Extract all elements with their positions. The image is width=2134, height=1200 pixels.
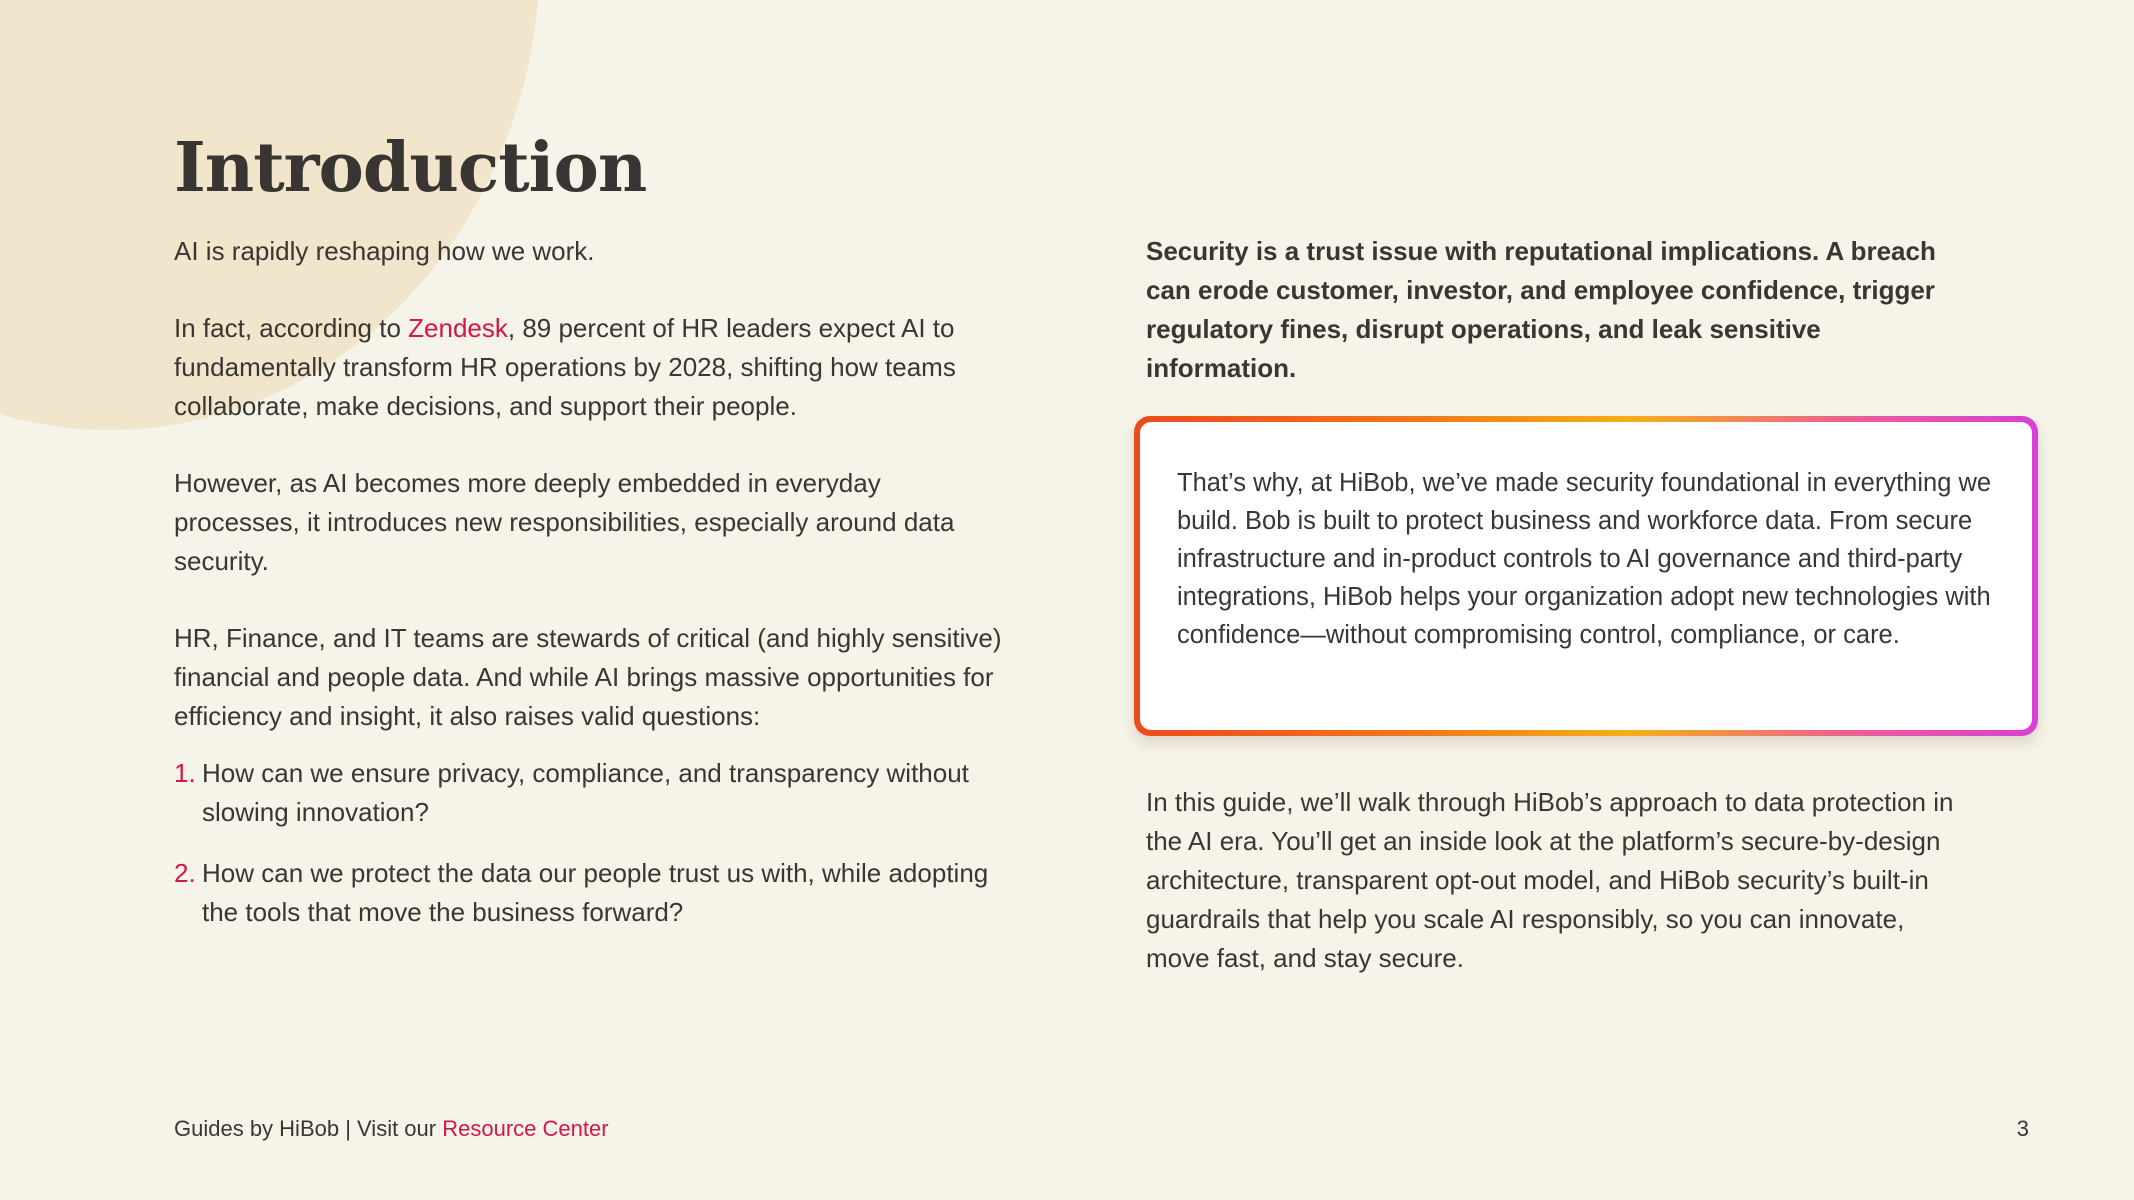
footer	[174, 1116, 609, 1142]
page-number: 3	[2016, 1116, 2029, 1141]
stewards-paragraph: HR, Finance, and IT teams are stewards of critical (and highly sensitive) financial and people data. And while AI brings massive opportunities for efficiency and insight, it also raises valid questions:	[174, 623, 1002, 731]
zendesk-paragraph-lead: In fact, according to	[174, 313, 409, 343]
list-item	[174, 854, 1004, 932]
guide-paragraph: In this guide, we’ll walk through HiBob’s approach to data protection in the AI era. You’ll get an inside look at the platform’s secure-by-design architecture, transparent opt-out model, and HiBob security’s built-in guardrails that help you scale AI responsibly, so you can innovate, move fast, and stay secure.	[1146, 787, 1954, 973]
left-column	[174, 232, 1004, 954]
callout-box	[1134, 416, 2038, 736]
zendesk-paragraph-rest: , 89 percent of HR leaders expect AI to fundamentally transform HR operations by 2028, shifting how teams collaborate, make decisions, and support their people.	[174, 313, 956, 421]
zendesk-paragraph	[174, 309, 1004, 426]
questions-list	[174, 754, 1004, 932]
list-number: 1.	[174, 758, 196, 788]
list-item	[174, 754, 1004, 832]
responsibilities-paragraph: However, as AI becomes more deeply embedded in everyday processes, it introduces new responsibilities, especially around data security.	[174, 468, 955, 576]
security-statement: Security is a trust issue with reputational implications. A breach can erode customer, investor, and employee confidence, trigger regulatory fines, disrupt operations, and leak sensitive information.	[1146, 236, 1936, 383]
resource-center-link[interactable]: Resource Center	[442, 1116, 609, 1141]
list-number: 2.	[174, 858, 196, 888]
list-text: How can we protect the data our people trust us with, while adopting the tools that move the business forward?	[202, 858, 989, 927]
callout-text: That’s why, at HiBob, we’ve made security foundational in everything we build. Bob is built to protect business and workforce data. From secure infrastructure and in-product controls to AI governance and third-party integrations, HiBob helps your organization adopt new technologies with confidence—without compromising control, compliance, or care.	[1140, 422, 2032, 730]
intro-paragraph: AI is rapidly reshaping how we work.	[174, 236, 595, 266]
page-title: Introduction	[174, 128, 647, 208]
list-text: How can we ensure privacy, compliance, and transparency without slowing innovation?	[202, 758, 969, 827]
zendesk-link[interactable]: Zendesk	[408, 313, 508, 343]
right-column	[1146, 232, 1966, 426]
footer-text: Guides by HiBob | Visit our	[174, 1116, 443, 1141]
